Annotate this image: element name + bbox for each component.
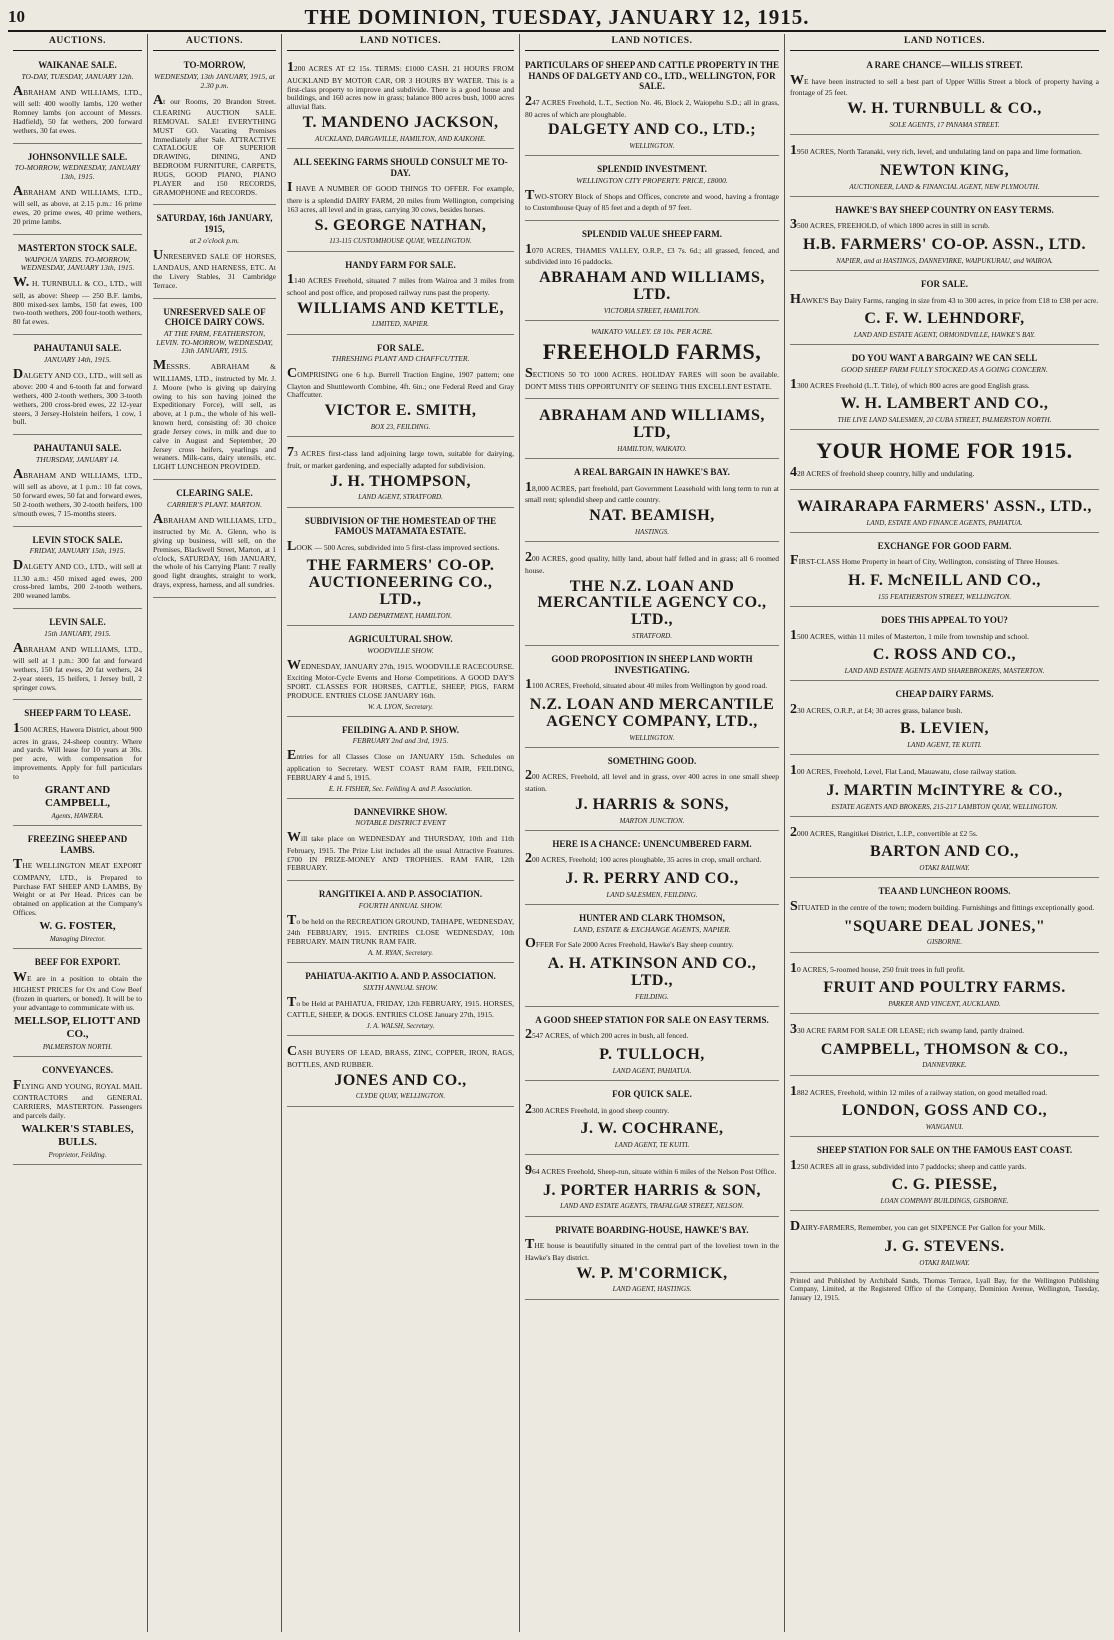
ad-heading: HAWKE'S BAY SHEEP COUNTRY ON EASY TERMS. — [835, 204, 1054, 215]
advertisement — [13, 1060, 142, 1165]
ad-body-text: 964 ACRES Freehold, Sheep-run, situate within 6 miles of the Nelson Post Office. — [525, 1163, 777, 1179]
ad-firm-address: CLYDE QUAY, WELLINGTON. — [355, 1092, 446, 1101]
ad-body-text: 2000 ACRES, Rangitikei District, L.I.P., convertible at £2 5s. — [790, 824, 978, 840]
ad-heading: TO-MORROW, — [183, 60, 246, 71]
ad-heading: SPLENDID INVESTMENT. — [597, 164, 707, 175]
ad-firm-address: 113-115 CUSTOMHOUSE QUAY, WELLINGTON. — [329, 237, 472, 246]
ad-subheading: CARRIER'S PLANT. MARTON. — [166, 499, 263, 509]
ad-subheading: JANUARY 14th, 1915. — [43, 354, 112, 364]
ad-body-text: OFFER For Sale 2000 Acres Freehold, Hawke's Bay sheep country. — [525, 936, 734, 952]
advertisement — [790, 610, 1099, 681]
ad-body-text: 1950 ACRES, North Taranaki, very rich, level, and undulating land on papa and lime formation. — [790, 143, 1082, 159]
ad-heading: HANDY FARM FOR SALE. — [345, 259, 456, 270]
ad-body-text: TWO-STORY Block of Shops and Offices, concrete and wood, having a frontage to Customhouse Quay of 85 feet and a depth of 97 feet. — [525, 187, 779, 213]
advertisement — [525, 324, 779, 399]
ad-heading: FOR SALE. — [920, 278, 968, 289]
advertisement — [13, 829, 142, 949]
advertisement — [287, 720, 514, 799]
ad-advertiser-name: H.B. FARMERS' CO-OP. ASSN., LTD. — [802, 235, 1086, 253]
advertisement — [287, 152, 514, 251]
masthead-title: THE DOMINION, TUESDAY, JANUARY 12, 1915. — [304, 4, 810, 29]
page-number: 10 — [8, 7, 25, 26]
ad-firm-address: Agents, HAWERA. — [51, 811, 104, 820]
ad-heading: FREEZING SHEEP AND LAMBS. — [27, 833, 128, 855]
ad-advertiser-name: ABRAHAM AND WILLIAMS, LTD, — [539, 407, 765, 442]
advertisement — [525, 224, 779, 321]
ad-advertiser-name: JONES AND CO., — [334, 1071, 467, 1089]
ad-body-text: At our Rooms, 20 Brandon Street. CLEARING AUCTION SALE. REMOVAL SALE! EVERYTHING MUST GO. Vacating Premises Immediately after Sale. ATTRACTIVE CATALOGUE OF SUPERIOR DRAWING, DINING, AND BEDROOM FURNITURE, CARPETS, RUGS, GOOD PIANO, PIANO PLAYER and 150 RECORDS, GRAMOPHONE and RECORDS. — [153, 92, 276, 197]
ad-firm-address: WELLINGTON. — [629, 142, 675, 151]
ad-heading: DOES THIS APPEAL TO YOU? — [881, 614, 1008, 625]
ad-heading: WAIKANAE SALE. — [38, 60, 117, 71]
advertisement — [287, 966, 514, 1036]
ad-advertiser-name: DALGETY AND CO., LTD.; — [547, 121, 757, 139]
ad-body-text: WEDNESDAY, JANUARY 27th, 1915. WOODVILLE RACECOURSE. Exciting Motor-Cycle Events and Horse Competitions. A GOOD DAY'S SPORT. CLASSES FOR HORSES, CATTLE, SHEEP, PIGS, FARM PRODUCE. ENTRIES CLOSE JANUARY 16th. — [287, 657, 514, 700]
ad-heading: PARTICULARS OF SHEEP AND CATTLE PROPERTY IN THE HANDS OF DALGETY AND CO., LTD., WELLINGTON, FOR SALE. — [525, 60, 779, 92]
ad-subheading: LAND, ESTATE & EXCHANGE AGENTS, NAPIER. — [573, 924, 731, 934]
ad-body-text: I HAVE A NUMBER OF GOOD THINGS TO OFFER. For example, there is a splendid DAIRY FARM, 20 miles from Wellington, comprising 163 acres, all level and in grass, carrying 30 cows, besides horses. — [287, 180, 514, 214]
ad-subheading: AT THE FARM, FEATHERSTON, LEVIN. TO-MORROW, WEDNESDAY, 13th JANUARY, 1915. — [156, 328, 273, 356]
ad-body-text: THE WELLINGTON MEAT EXPORT COMPANY, LTD., is Prepared to Purchase FAT SHEEP AND LAMBS, By Weight or at Per Head. Prices can be obtained on application at the Company's Offices. — [13, 857, 142, 918]
column-heading: AUCTIONS. — [13, 34, 142, 51]
ad-subheading: at 2 o'clock p.m. — [189, 235, 240, 245]
advertisement — [525, 649, 779, 748]
ad-firm-address: OTAKI RAILWAY. — [919, 864, 970, 873]
ad-body-text: 200 ACRES, Freehold; 100 acres ploughable, 35 acres in crop, small orchard. — [525, 851, 762, 867]
ad-heading: PAHAUTANUI SALE. — [33, 343, 122, 354]
ad-heading: SHEEP FARM TO LEASE. — [24, 708, 131, 719]
ad-body-text: 1140 ACRES Freehold, situated 7 miles from Wairoa and 3 miles from school and post office, and proposed railway runs past the property. — [287, 272, 514, 297]
ad-display-title: FREEHOLD FARMS, — [542, 338, 762, 364]
advertisement — [525, 402, 779, 459]
ad-heading: RANGITIKEI A. AND P. ASSOCIATION. — [318, 889, 483, 900]
ad-heading: SHEEP STATION FOR SALE ON THE FAMOUS EAST COAST. — [816, 1145, 1073, 1156]
ad-subheading: THURSDAY, JANUARY 14. — [36, 454, 119, 464]
ad-heading: A GOOD SHEEP STATION FOR SALE ON EASY TERMS. — [535, 1014, 769, 1025]
advertisement — [790, 493, 1099, 533]
advertisement — [790, 684, 1099, 755]
advertisement — [287, 55, 514, 149]
advertisement — [287, 440, 514, 507]
advertisement — [525, 55, 779, 156]
advertisement — [13, 530, 142, 610]
ad-body-text: 1100 ACRES, Freehold, situated about 40 miles from Wellington by good road. — [525, 677, 768, 693]
advertisement — [790, 348, 1099, 430]
ad-body-text: 2300 ACRES Freehold, in good sheep country. — [525, 1101, 670, 1117]
ad-firm-address: VICTORIA STREET, HAMILTON. — [603, 306, 701, 315]
column-heading: LAND NOTICES. — [525, 34, 779, 51]
ad-firm-name: MELLSOP, ELIOTT AND CO., — [14, 1014, 141, 1040]
advertisement — [790, 820, 1099, 879]
ad-firm-address: LAND AGENT, TE KUITI. — [614, 1140, 690, 1149]
ad-firm-address: BOX 23, FEILDING. — [370, 423, 431, 432]
ad-body-text: WE have been instructed to sell a best part of Upper Willis Street a block of property having a frontage of 25 feet. — [790, 72, 1099, 98]
ad-advertiser-name: NAT. BEAMISH, — [589, 507, 715, 525]
ad-heading: CLEARING SALE. — [176, 488, 253, 499]
ad-body-text: FIRST-CLASS Home Property in heart of City, Wellington, consisting of Three Houses. — [790, 553, 1059, 569]
ad-heading: BEEF FOR EXPORT. — [34, 957, 121, 968]
ad-advertiser-name: FRUIT AND POULTRY FARMS. — [823, 979, 1066, 997]
ad-body-text: ABRAHAM AND WILLIAMS, LTD., instructed by Mr. A. Glenn, who is giving up business, will sell, on the Premises, Blackwell Street, Marton, at 1 o'clock, SATURDAY, 16th JANUARY, the whole of his Carrying Plant: 7 really good light draughts, straight to work, drays, express, harness, and all sundries. — [153, 511, 276, 590]
advertisement — [13, 55, 142, 143]
ad-firm-address: LOAN COMPANY BUILDINGS, GISBORNE. — [880, 1197, 1009, 1206]
ad-subheading: NOTABLE DISTRICT EVENT — [355, 818, 446, 828]
ad-advertiser-name: CAMPBELL, THOMSON & CO., — [820, 1040, 1069, 1058]
advertisement — [525, 751, 779, 831]
ad-firm-address: LAND AGENT, STRATFORD. — [358, 493, 443, 502]
ad-advertiser-name: J. HARRIS & SONS, — [575, 795, 729, 813]
ad-firm-address: DANNEVIRKE. — [922, 1061, 967, 1070]
ad-firm-address: HASTINGS. — [634, 527, 670, 536]
advertisement — [13, 338, 142, 435]
ad-heading: GOOD PROPOSITION IN SHEEP LAND WORTH INVESTIGATING. — [551, 654, 753, 675]
ad-heading: HERE IS A CHANCE: UNENCUMBERED FARM. — [552, 838, 752, 849]
ad-firm-address: THE LIVE LAND SALESMEN, 20 CUBA STREET, PALMERSTON NORTH. — [837, 415, 1052, 424]
ad-advertiser-name: J. R. PERRY AND CO., — [565, 869, 739, 887]
column-1 — [8, 34, 148, 1632]
advertisement — [790, 1214, 1099, 1273]
ad-subheading: TO-DAY, TUESDAY, JANUARY 12th. — [21, 71, 134, 81]
column-2 — [148, 34, 282, 1632]
ad-firm-address: LAND DEPARTMENT, HAMILTON. — [349, 611, 452, 620]
ad-body-text: SITUATED in the centre of the town; modern building. Furnishings and fittings exceptionally good. — [790, 899, 1095, 915]
ad-body-text: 200 ACRES, good quality, hilly land, about half felled and in grass; all 6 roomed house. — [525, 550, 779, 575]
ad-firm-address: WELLINGTON. — [629, 733, 675, 742]
ad-heading: LEVIN STOCK SALE. — [32, 534, 123, 545]
advertisement — [287, 884, 514, 963]
column-heading: LAND NOTICES. — [287, 34, 514, 51]
ad-firm-address: LAND AGENT, TE KUITI. — [907, 741, 982, 750]
ad-subheading: FRIDAY, JANUARY 15th, 1915. — [29, 546, 126, 556]
ad-firm-address: 155 FEATHERSTON STREET, WELLINGTON. — [877, 592, 1012, 601]
advertisement — [525, 159, 779, 221]
ad-body-text: HAWKE'S Bay Dairy Farms, ranging in size from 43 to 300 acres, in price from £18 to £38 per acre. — [790, 291, 1099, 307]
ad-body-text: 428 ACRES of freehold sheep country, hilly and undulating. — [790, 465, 975, 481]
ad-body-text: 3500 ACRES, FREEHOLD, of which 1800 acres in still in scrub. — [790, 217, 990, 233]
advertisement — [525, 1158, 779, 1217]
ad-advertiser-name: P. TULLOCH, — [599, 1045, 705, 1063]
ad-firm-address: PARKER AND VINCENT, AUCKLAND. — [888, 999, 1001, 1008]
ad-firm-address: Managing Director. — [49, 934, 106, 943]
ad-heading: AGRICULTURAL SHOW. — [348, 634, 453, 645]
publisher-imprint: Printed and Published by Archibald Sands, Thomas Terrace, Lyall Bay, for the Wellington Publishing Company, Limited, at the Registered Office of the Company, Dominion Avenue, Wellington, Tuesday, January 12, 1915. — [790, 1277, 1099, 1302]
ad-firm-address: Proprietor, Feilding. — [48, 1150, 107, 1159]
ad-subheading: GOOD SHEEP FARM FULLY STOCKED AS A GOING CONCERN. — [841, 364, 1048, 374]
ad-subheading: WEDNESDAY, 13th JANUARY, 1915, at 2.30 p.m. — [154, 71, 275, 90]
advertisement — [287, 1039, 514, 1106]
ad-heading: HUNTER AND CLARK THOMSON, — [579, 912, 725, 923]
ad-body-text: 1200 ACRES AT £2 15s. TERMS: £1000 CASH. 21 HOURS FROM AUCKLAND BY MOTOR CAR, OR 3 HOURS BY WATER. This is a first-class property to improve and subdivide. There is a good house and buildings, and 160 acres now in grass; balance 800 acres bush, 1000 acres alluvial flats. — [287, 60, 514, 112]
ad-body-text: ABRAHAM AND WILLIAMS, LTD., will sell at 1 p.m.: 300 fat and forward wethers, 150 fat ewes, 20 fat wethers, 24 2-year steers, 15 heifers, 1 Jersey bull, 2 springer cows. — [13, 640, 142, 692]
ad-firm-address: SOLE AGENTS, 17 PANAMA STREET. — [889, 120, 1000, 129]
ad-body-text: 2547 ACRES, of which 200 acres in bush, all fenced. — [525, 1027, 689, 1043]
ad-body-text: CASH BUYERS OF LEAD, BRASS, ZINC, COPPER, IRON, RAGS, BOTTLES, AND RUBBER. — [287, 1044, 514, 1069]
advertisement — [525, 545, 779, 646]
ad-body-text: 1500 ACRES, Hawera District, about 900 acres in grass, 24-sheep country. Where and yards. Will lease for 10 years at 30s. per acre, with compensation for improvements. Apply for full particulars to — [13, 721, 142, 781]
ad-body-text: 230 ACRES, O.R.P., at £4; 30 acres grass, balance bush. — [790, 701, 963, 717]
advertisement — [525, 1084, 779, 1155]
ad-advertiser-name: C. G. PIESSE, — [891, 1176, 998, 1194]
ad-body-text: SECTIONS 50 TO 1000 ACRES. HOLIDAY FARES will soon be available. DON'T MISS THIS OPPORTUNITY OF SEEING THIS EXCELLENT ESTATE. — [525, 366, 779, 391]
ad-firm-name: W. G. FOSTER, — [39, 919, 116, 932]
ad-subheading: FEBRUARY 2nd and 3rd, 1915. — [352, 736, 449, 746]
ad-firm-address: GISBORNE. — [926, 938, 963, 947]
ad-subheading: WAIKATO VALLEY. £8 10s. PER ACRE. — [591, 327, 713, 337]
ad-firm-address: NAPIER, and at HASTINGS, DANNEVIRKE, WAIPUKURAU, and WAIROA. — [836, 256, 1053, 265]
ad-firm-address: LAND AGENT, PAHIATUA. — [612, 1066, 692, 1075]
advertisement — [287, 338, 514, 438]
advertisement — [790, 200, 1099, 271]
advertisement — [13, 612, 142, 700]
ad-advertiser-name: N.Z. LOAN AND MERCANTILE AGENCY COMPANY, LTD., — [529, 695, 775, 730]
ad-firm-address: LAND, ESTATE AND FINANCE AGENTS, PAHIATUA. — [866, 518, 1023, 527]
ad-body-text: DALGETY AND CO., LTD., will sell at 11.30 a.m.: 450 mixed aged ewes, 200 cross-bred lambs, 200 2-tooth wethers, 200 weaned lambs. — [13, 558, 142, 601]
ad-advertiser-name: B. LEVIEN, — [899, 720, 990, 738]
ad-heading: PRIVATE BOARDING-HOUSE, HAWKE'S BAY. — [555, 1224, 749, 1235]
ad-body-text: MESSRS. ABRAHAM & WILLIAMS, LTD., instructed by Mr. J. J. Moore (who is giving up dairying owing to his son having joined the Expeditionary Force), will sell, as above, at 1 p.m., the whole of his well-known herd, consisting of: 30 choice grade Jersey cows, in milk and due to calve in August and September, 20 Jersey cross heifers, yearlings and weaners. Milk-cans, dairy utensils, etc. LIGHT LUNCHEON PROVIDED. — [153, 358, 276, 472]
ad-firm-address: ESTATE AGENTS AND BROKERS, 215-217 LAMBTON QUAY, WELLINGTON. — [831, 802, 1058, 811]
advertisement — [790, 433, 1099, 490]
ad-heading: EXCHANGE FOR GOOD FARM. — [877, 540, 1012, 551]
ad-body-text: 1882 ACRES, Freehold, within 12 miles of a railway station, on good metalled road. — [790, 1083, 1048, 1099]
ad-heading: PAHIATUA-AKITIO A. AND P. ASSOCIATION. — [305, 971, 496, 982]
advertisement — [13, 438, 142, 526]
advertisement — [790, 758, 1099, 817]
ad-body-text: 1300 ACRES Freehold (L.T. Title), of which 800 acres are good English grass. — [790, 376, 1030, 392]
advertisement — [287, 629, 514, 717]
ad-heading: UNRESERVED SALE OF CHOICE DAIRY COWS. — [163, 306, 266, 328]
ad-body-text: FLYING AND YOUNG, ROYAL MAIL CONTRACTORS and GENERAL CARRIERS, MASTERTON. Passengers and parcels daily. — [13, 1077, 142, 1120]
advertisement — [13, 703, 142, 826]
ad-heading: FEILDING A. AND P. SHOW. — [341, 724, 460, 735]
advertisement — [790, 956, 1099, 1015]
ad-heading: A RARE CHANCE—WILLIS STREET. — [866, 60, 1023, 71]
advertisement — [13, 147, 142, 235]
advertisement — [287, 511, 514, 626]
ad-advertiser-name: C. ROSS AND CO., — [872, 646, 1017, 664]
ad-advertiser-name: THE FARMERS' CO-OP. AUCTIONEERING CO., LTD., — [306, 557, 495, 609]
ad-heading: CHEAP DAIRY FARMS. — [895, 689, 994, 700]
ad-heading: SPLENDID VALUE SHEEP FARM. — [581, 229, 723, 240]
advertisement — [790, 138, 1099, 197]
column-heading: AUCTIONS. — [153, 34, 276, 51]
ad-advertiser-name: S. GEORGE NATHAN, — [314, 216, 487, 234]
ad-advertiser-name: C. F. W. LEHNDORF, — [864, 310, 1025, 328]
ad-firm-address: HAMILTON, WAIKATO. — [617, 444, 687, 453]
advertisement — [525, 1010, 779, 1081]
ad-body-text: 100 ACRES, Freehold, Level, Flat Land, Mauawatu, close railway station. — [790, 763, 1017, 779]
ad-body-text: 1500 ACRES, within 11 miles of Masterton, 1 mile from township and school. — [790, 627, 1030, 643]
ad-firm-address: AUCTIONEER, LAND & FINANCIAL AGENT, NEW PLYMOUTH. — [849, 182, 1040, 191]
ad-firm-address: J. A. WALSH, Secretary. — [366, 1021, 435, 1030]
ad-firm-address: W. A. LYON, Secretary. — [367, 702, 434, 711]
ad-advertiser-name: THE N.Z. LOAN AND MERCANTILE AGENCY CO., LTD., — [537, 577, 767, 629]
ad-advertiser-name: W. H. LAMBERT AND CO., — [840, 395, 1049, 413]
ad-heading: SATURDAY, 16th JANUARY, 1915, — [156, 213, 273, 235]
ad-body-text: DAIRY-FARMERS, Remember, you can get SIXPENCE Per Gallon for your Milk. — [790, 1219, 1046, 1235]
ad-subheading: FOURTH ANNUAL SHOW. — [358, 900, 443, 910]
advertisement — [13, 238, 142, 335]
ad-subheading: 15th JANUARY, 1915. — [44, 628, 111, 638]
ad-heading: SOMETHING GOOD. — [607, 755, 697, 766]
ad-firm-address: LAND AND ESTATE AGENT, ORMONDVILLE, HAWKE'S BAY. — [853, 330, 1036, 339]
ad-firm-name: GRANT AND CAMPBELL, — [44, 783, 111, 809]
ad-advertiser-name: LONDON, GOSS AND CO., — [841, 1102, 1048, 1120]
ad-firm-address: WANGANUI. — [925, 1123, 964, 1132]
ad-firm-address: A. M. RYAN, Secretary. — [367, 948, 434, 957]
ad-heading: A REAL BARGAIN IN HAWKE'S BAY. — [574, 467, 730, 478]
advertisement — [790, 1140, 1099, 1211]
ad-body-text: COMPRISING one 6 h.p. Burrell Traction Engine, 1907 pattern; one Clayton and Shuttleworth Combine, 4ft. 6in.; one Federal Reed and Gray Chaffcutter. — [287, 366, 514, 400]
ad-body-text: 73 ACRES first-class land adjoining large town, suitable for dairying, fruit, or market gardening, and especially adapted for subdivision. — [287, 445, 514, 470]
advertisement — [525, 834, 779, 905]
ad-heading: FOR QUICK SALE. — [612, 1088, 692, 1099]
masthead — [8, 4, 1106, 32]
ad-firm-address: E. H. FISHER, Sec. Feilding A. and P. Association. — [328, 784, 473, 793]
ad-body-text: UNRESERVED SALE OF HORSES, LANDAUS, AND HARNESS, ETC. At the Livery Stables, 31 Cambridge Terrace. — [153, 247, 276, 290]
ad-firm-address: FEILDING. — [635, 992, 669, 1001]
advertisement — [790, 55, 1099, 135]
ad-firm-address: MARTON JUNCTION. — [619, 816, 685, 825]
ad-body-text: 200 ACRES, Freehold, all level and in grass, over 400 acres in one small sheep station. — [525, 768, 779, 793]
ad-body-text: DALGETY AND CO., LTD., will sell as above: 200 4 and 6-tooth fat and forward wethers, 400 2-tooth wethers, 300 3-tooth wethers, 200 cross-bred ewes, 22 12-year steers, 3 Jersey-Holstein heifers, 1 cow, 1 bull. — [13, 366, 142, 427]
ad-body-text: ABRAHAM AND WILLIAMS, LTD., will sell: 400 woolly lambs, 120 wether Romney lambs (on account of Messrs. Hadfield), 50 fat wethers, 200 forward wethers, 30 fat ewes. — [13, 83, 142, 135]
ad-display-title: YOUR HOME FOR 1915. — [816, 438, 1073, 464]
ad-advertiser-name: WAIRARAPA FARMERS' ASSN., LTD., — [797, 497, 1092, 515]
ad-advertiser-name: H. F. McNEILL AND CO., — [848, 571, 1041, 589]
ad-firm-name: WALKER'S STABLES, BULLS. — [21, 1122, 134, 1148]
ad-heading: SUBDIVISION OF THE HOMESTEAD OF THE FAMOUS MATAMATA ESTATE. — [304, 515, 497, 537]
advertisement — [153, 208, 276, 298]
advertisement — [153, 483, 276, 598]
column-5 — [785, 34, 1104, 1632]
ad-firm-address: LAND SALESMEN, FEILDING. — [606, 890, 698, 899]
ad-advertiser-name: NEWTON KING, — [879, 161, 1010, 179]
column-heading: LAND NOTICES. — [790, 34, 1099, 51]
ad-heading: DANNEVIRKE SHOW. — [353, 806, 448, 817]
ad-subheading: THRESHING PLANT AND CHAFFCUTTER. — [331, 354, 470, 364]
ad-advertiser-name: J. G. STEVENS. — [884, 1237, 1005, 1255]
ad-subheading: WOODVILLE SHOW. — [367, 645, 434, 655]
advertisement — [287, 255, 514, 335]
ad-heading: ALL SEEKING FARMS SHOULD CONSULT ME TO-DAY. — [293, 157, 508, 178]
ad-firm-address: PALMERSTON NORTH. — [42, 1042, 113, 1051]
advertisement — [13, 952, 142, 1057]
ad-firm-address: OTAKI RAILWAY. — [919, 1258, 970, 1267]
ad-body-text: 1250 ACRES all in grass, subdivided into 7 paddocks; sheep and cattle yards. — [790, 1157, 1027, 1173]
ad-advertiser-name: "SQUARE DEAL JONES," — [843, 917, 1046, 935]
ad-body-text: To be Held at PAHIATUA, FRIDAY, 12th FEBRUARY, 1915. HORSES, CATTLE, SHEEP, & DOGS. ENTRIES CLOSE January 27th, 1915. — [287, 994, 514, 1020]
ad-firm-address: STRATFORD. — [632, 631, 672, 640]
ad-heading: PAHAUTANUI SALE. — [33, 443, 122, 454]
advertisement — [790, 536, 1099, 607]
ad-body-text: 1070 ACRES, THAMES VALLEY, O.R.P., £3 7s. 6d.; all grassed, fenced, and subdivided into 16 paddocks. — [525, 241, 779, 267]
ad-body-text: 247 ACRES Freehold, L.T., Section No. 46, Block 2, Waiopehu S.D.; all in grass, 80 acres of which are ploughable. — [525, 94, 779, 119]
advertisement — [790, 881, 1099, 952]
column-4 — [520, 34, 785, 1632]
advertisement — [790, 1017, 1099, 1076]
ad-body-text: LOOK — 500 Acres, subdivided into 5 first-class improved sections. — [287, 538, 500, 554]
ad-heading: LEVIN SALE. — [49, 617, 106, 628]
ad-body-text: To be held on the RECREATION GROUND, TAIHAPE, WEDNESDAY, 24th FEBRUARY, 1915. ENTRIES CLOSE WEDNESDAY, 10th FEBRUARY. MAIN TRUNK RAM FAIR. — [287, 912, 514, 947]
advertisement — [525, 1220, 779, 1300]
ad-advertiser-name: W. H. TURNBULL & CO., — [847, 100, 1042, 118]
ad-heading: TEA AND LUNCHEON ROOMS. — [878, 886, 1011, 897]
newspaper-columns — [8, 34, 1106, 1632]
advertisement — [287, 802, 514, 882]
ad-heading: DO YOU WANT A BARGAIN? WE CAN SELL — [851, 353, 1038, 364]
ad-body-text: WE are in a position to obtain the HIGHEST PRICES for Ox and Cow Beef (frozen in quarters, or boned). It will be to your advantage to communicate with us. — [13, 969, 142, 1012]
ad-subheading: SIXTH ANNUAL SHOW. — [363, 982, 438, 992]
ad-body-text: 330 ACRE FARM FOR SALE OR LEASE; rich swamp land, partly drained. — [790, 1022, 1025, 1038]
ad-heading: JOHNSONVILLE SALE. — [27, 151, 128, 162]
advertisement — [790, 1079, 1099, 1138]
ad-advertiser-name: ABRAHAM AND WILLIAMS, LTD. — [539, 269, 765, 304]
ad-firm-address: LAND AND ESTATE AGENTS, TRAFALGAR STREET, NELSON. — [560, 1202, 744, 1211]
advertisement — [525, 462, 779, 542]
ad-advertiser-name: BARTON AND CO., — [870, 843, 1019, 861]
ad-advertiser-name: J. MARTIN McINTYRE & CO., — [826, 781, 1063, 799]
column-3 — [282, 34, 520, 1632]
ad-heading: MASTERTON STOCK SALE. — [17, 242, 138, 253]
ad-advertiser-name: W. P. M'CORMICK, — [576, 1264, 728, 1282]
ad-firm-address: AUCKLAND, DARGAVILLE, HAMILTON, AND KAIKOHE. — [315, 134, 486, 143]
advertisement — [790, 274, 1099, 345]
ad-firm-address: LAND AGENT, HASTINGS. — [612, 1285, 692, 1294]
ad-heading: FOR SALE. — [376, 342, 424, 353]
ad-advertiser-name: A. H. ATKINSON AND CO., LTD., — [547, 954, 757, 989]
ad-body-text: ABRAHAM AND WILLIAMS, LTD., will sell as above, at 1 p.m.: 10 fat cows, 50 forward ewes, 50 fat and forward ewes, 50 2-tooth wethers, 30 2-tooth heifers, 100 s/mouth ewes, 7 15-months steers. — [13, 466, 142, 518]
ad-body-text: 18,000 ACRES, part freehold, part Government Leasehold with long term to run at small rent; splendid sheep and cattle country. — [525, 479, 779, 505]
ad-subheading: WAIPOUA YARDS. TO-MORROW, WEDNESDAY, JANUARY 13th, 1915. — [20, 254, 135, 273]
ad-body-text: THE house is beautifully situated in the central part of the loveliest town in the Hawke's Bay district. — [525, 1237, 779, 1262]
ad-advertiser-name: WILLIAMS AND KETTLE, — [297, 299, 504, 317]
advertisement — [153, 55, 276, 205]
ad-advertiser-name: VICTOR E. SMITH, — [324, 402, 477, 420]
ad-advertiser-name: T. MANDENO JACKSON, — [302, 114, 499, 132]
ad-body-text: Entries for all Classes Close on JANUARY 15th. Schedules on application to Secretary. WEST COAST RAM FAIR, FEILDING, FEBRUARY 4 and 5, 1915. — [287, 748, 514, 782]
ad-firm-address: LIMITED, NAPIER. — [372, 320, 429, 329]
ad-firm-address: LAND AND ESTATE AGENTS AND SHAREBROKERS, MASTERTON. — [844, 666, 1045, 675]
ad-advertiser-name: J. W. COCHRANE, — [580, 1120, 724, 1138]
ad-subheading: WELLINGTON CITY PROPERTY. PRICE, £8000. — [576, 176, 728, 186]
ad-body-text: W. H. TURNBULL & CO., LTD., will sell, as above: Sheep — 250 B.F. lambs, 800 mixed-sex lambs, 150 fat ewes, 100 two-tooth wethers, 200 four-tooth wethers, 80 fat ewes. — [13, 275, 142, 327]
ad-body-text: Will take place on WEDNESDAY and THURSDAY, 10th and 11th February, 1915. The Prize List includes all the usual Attractive Features. £700 IN PRIZE-MONEY AND TROPHIES. RAM FAIR, 12th FEBRUARY. — [287, 830, 514, 873]
ad-advertiser-name: J. PORTER HARRIS & SON, — [542, 1181, 762, 1199]
ad-subheading: TO-MORROW, WEDNESDAY, JANUARY 13th, 1915. — [14, 163, 141, 181]
ad-body-text: ABRAHAM AND WILLIAMS, LTD., will sell, as above, at 2.15 p.m.: 16 prime ewes, 20 prime ewes, 40 prime wethers, 20 prime lambs. — [13, 183, 142, 227]
advertisement — [525, 908, 779, 1007]
ad-heading: CONVEYANCES. — [42, 1065, 113, 1075]
ad-body-text: 10 ACRES, 5-roomed house, 250 fruit trees in full profit. — [790, 960, 965, 976]
advertisement — [153, 302, 276, 481]
ad-advertiser-name: J. H. THOMPSON, — [330, 472, 471, 490]
